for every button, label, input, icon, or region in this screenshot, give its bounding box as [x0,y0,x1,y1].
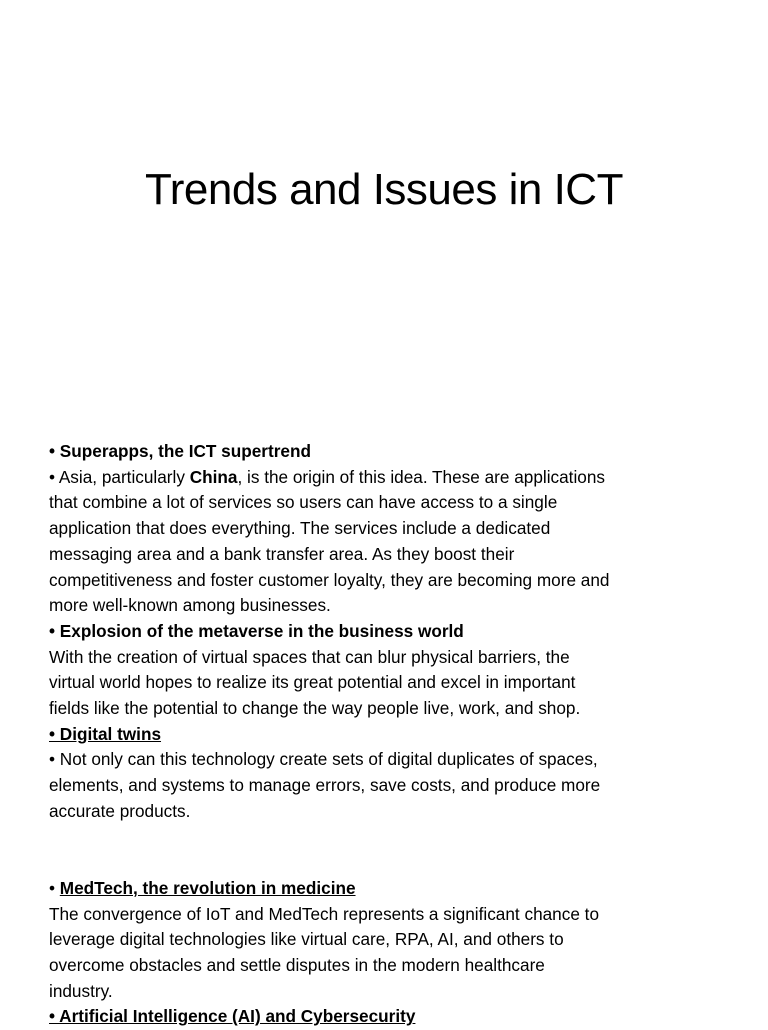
digital-twins-heading: • Digital twins [49,723,162,744]
ai-cybersecurity-heading: • Artificial Intelligence (AI) and Cybersecurity [49,1006,416,1027]
superapps-line: messaging area and a bank transfer area. As they boost their [49,543,515,564]
superapps-lead-rest: , is the origin of this idea. These are applications [237,466,605,487]
document-body [49,439,729,1030]
medtech-heading-line [49,876,729,902]
metaverse-heading: • Explosion of the metaverse in the business world [49,620,464,641]
digital-twins-line: accurate products. [49,800,191,821]
medtech-bullet: • [49,877,60,898]
medtech-line: The convergence of IoT and MedTech represents a significant chance to [49,903,600,924]
superapps-line: competitiveness and foster customer loyalty, they are becoming more and [49,569,610,590]
superapps-line: more well-known among businesses. [49,595,331,616]
superapps-line: application that does everything. The services include a dedicated [49,518,551,539]
medtech-line: leverage digital technologies like virtual care, RPA, AI, and others to [49,929,564,950]
digital-twins-line: • Not only can this technology create sets of digital duplicates of spaces, [49,749,598,770]
medtech-line: overcome obstacles and settle disputes in the modern healthcare [49,955,545,976]
metaverse-line: fields like the potential to change the way people live, work, and shop. [49,698,581,719]
medtech-heading: MedTech, the revolution in medicine [59,877,356,898]
superapps-paragraph-first-line [49,465,729,491]
superapps-heading: • Superapps, the ICT supertrend [49,441,311,461]
china-bold-text: China [189,466,238,487]
superapps-lead-text: • Asia, particularly [49,466,190,487]
paragraph-spacer [49,825,729,876]
digital-twins-line: elements, and systems to manage errors, save costs, and produce more [49,775,601,796]
medtech-line: industry. [49,980,113,1001]
superapps-line: that combine a lot of services so users can have access to a single [49,492,558,513]
metaverse-line: virtual world hopes to realize its great potential and excel in important [49,672,576,693]
page-title: Trends and Issues in ICT [145,165,623,214]
metaverse-line: With the creation of virtual spaces that can blur physical barriers, the [49,646,570,667]
